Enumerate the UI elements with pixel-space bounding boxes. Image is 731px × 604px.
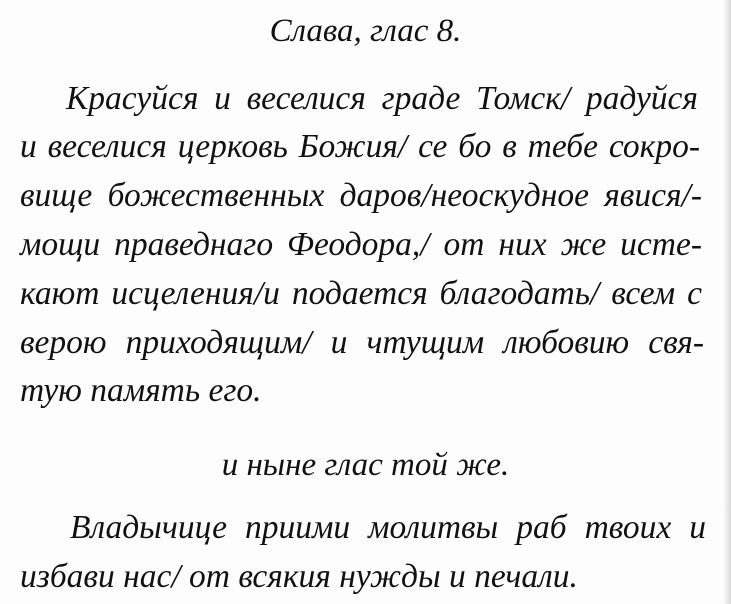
text-line: кают исцеления/и подается благодать/ всем с — [20, 275, 702, 312]
heading-slava: Слава, глас 8. — [269, 13, 462, 49]
scan-edge-shade — [723, 0, 731, 604]
text-line: мощи праведнаго Феодора,/ от них же исте- — [20, 226, 702, 263]
text-line: вище божественных даров/неоскудное явися/- — [20, 177, 702, 214]
heading-i-nyne: и ныне глас той же. — [221, 447, 510, 483]
text-line: избави нас/ от всякия нужды и печали. — [20, 558, 578, 595]
text-line: Владычице приими молитвы раб твоих и — [70, 509, 706, 546]
text-line: верою приходящим/ и чтущим любовию свя- — [20, 324, 704, 361]
text-line: Красуйся и веселися граде Томск/ радуйся — [66, 80, 698, 117]
text-line: и веселися церковь Божия/ се бо в тебе сокро- — [20, 128, 700, 165]
text-line: тую память его. — [20, 372, 262, 409]
